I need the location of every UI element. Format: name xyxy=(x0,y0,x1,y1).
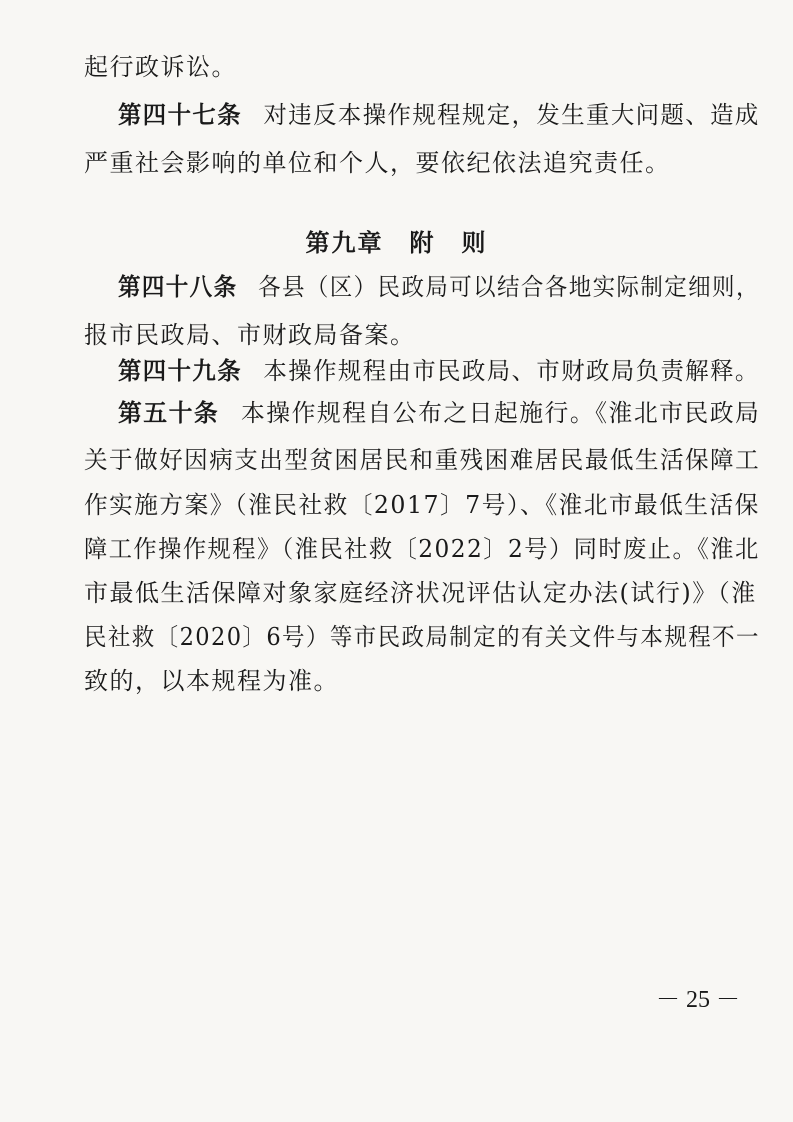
article-text: 本操作规程自公布之日起施行。《淮北市民政局 xyxy=(241,399,761,427)
article-50 xyxy=(118,398,760,428)
article-text: 本操作规程由市民政局、市财政局负责解释。 xyxy=(263,357,760,385)
article-48 xyxy=(118,272,760,302)
article-label: 第四十九条 xyxy=(118,357,243,385)
text-line: 障工作操作规程》（淮民社救〔2022〕2号）同时废止。《淮北 xyxy=(84,535,760,563)
text-line: 关于做好因病支出型贫困居民和重残困难居民最低生活保障工 xyxy=(84,446,761,474)
text-line: 严重社会影响的单位和个人，要依纪依法追究责任。 xyxy=(84,149,671,177)
chapter-heading: 第九章 附 则 xyxy=(305,229,488,257)
article-label: 第五十条 xyxy=(118,399,220,427)
text-line: 报市民政局、市财政局备案。 xyxy=(84,321,416,349)
article-49 xyxy=(118,356,760,386)
page-number: － 25 － xyxy=(656,987,740,1013)
article-47 xyxy=(118,100,760,130)
text-line: 起行政诉讼。 xyxy=(84,53,237,81)
text-line: 民社救〔2020〕6号）等市民政局制定的有关文件与本规程不一 xyxy=(84,623,760,651)
article-label: 第四十七条 xyxy=(118,101,243,129)
text-line: 市最低生活保障对象家庭经济状况评估认定办法(试行)》（淮 xyxy=(84,579,757,607)
text-line: 致的，以本规程为准。 xyxy=(84,667,339,695)
article-text: 各县（区）民政局可以结合各地实际制定细则， xyxy=(258,273,760,301)
text-line: 作实施方案》（淮民社救〔2017〕7号）、《淮北市最低生活保 xyxy=(84,491,760,519)
article-label: 第四十八条 xyxy=(118,273,238,301)
article-text: 对违反本操作规程规定，发生重大问题、造成 xyxy=(263,101,760,129)
